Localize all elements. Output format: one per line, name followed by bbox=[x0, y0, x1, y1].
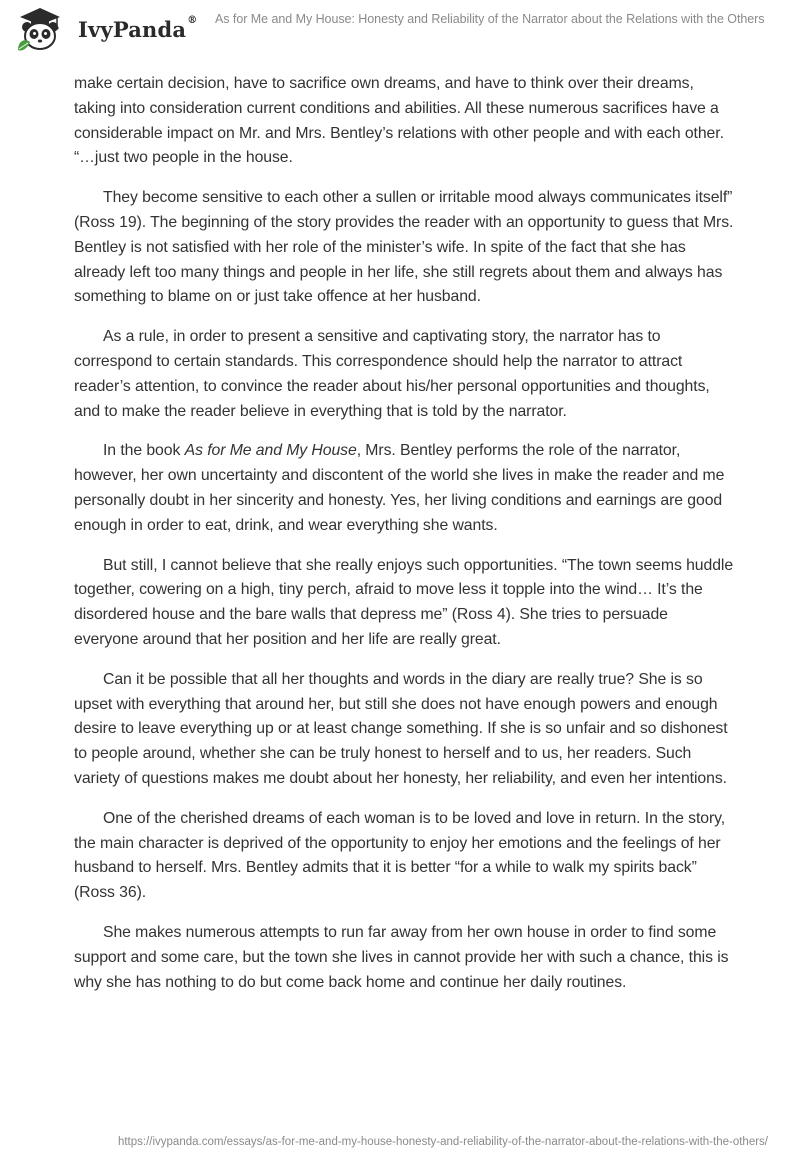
paragraph-4-lead: In the book bbox=[103, 442, 185, 460]
paragraph-8: She makes numerous attempts to run far away from her own house in order to find some support and some care, but the town she lives in cannot provide her with such a chance, this is why she has nothing to do but come back home and continue her daily routines. bbox=[74, 923, 729, 991]
brand-text: IvyPanda bbox=[78, 17, 187, 42]
paragraph-4-rest: , Mrs. Bentley performs the role of the narrator, however, her own uncertainty and discontent of the world she lives in make the reader and me personally doubt in her sincerity and honesty. Yes, her living conditions and earnings are good enough in order to eat, drink, and wear everything she wants. bbox=[74, 442, 725, 534]
registered-mark: ® bbox=[187, 15, 198, 26]
paragraph-2: They become sensitive to each other a sullen or irritable mood always communicates itself” (Ross 19). The beginning of the story provides the reader with an opportunity to guess that Mrs. Bentley is not satisfied with her role of the minister’s wife. In spite of the fact that she has already left too many things and people in her life, she still regrets about them and always has something to blame on or just take offence at her husband. bbox=[74, 189, 734, 306]
brand-name bbox=[78, 17, 197, 42]
paragraph-4 bbox=[74, 439, 736, 538]
paragraph-6: Can it be possible that all her thoughts and words in the diary are really true? She is so upset with everything that around her, but still she does not have enough powers and enough desire to leave everything up or at least change something. If she is so unfair and so dishonest to people around, whether she can be truly honest to herself and to us, her readers. Such variety of questions makes me doubt about her honesty, her reliability, and even her intentions. bbox=[74, 670, 728, 787]
book-title: As for Me and My House bbox=[184, 442, 357, 460]
paragraph-1: make certain decision, have to sacrifice own dreams, and have to think over their dreams, taking into consideration current conditions and abilities. All these numerous sacrifices have a considerable impact on Mr. and Mrs. Bentley’s relations with other people and with each other. “…just two people in the house. bbox=[74, 75, 724, 167]
page-header bbox=[0, 0, 800, 62]
ivypanda-logo[interactable] bbox=[16, 6, 198, 56]
document-title: As for Me and My House: Honesty and Reliability of the Narrator about the Relations with the Others bbox=[215, 12, 765, 26]
essay-body bbox=[74, 72, 736, 1010]
paragraph-7: One of the cherished dreams of each woman is to be loved and love in return. In the story, the main character is deprived of the opportunity to enjoy her emotions and the feelings of her husband to herself. Mrs. Bentley admits that it is better “for a while to walk my spirits back” (Ross 36). bbox=[74, 809, 726, 902]
panda-graduate-logo-icon bbox=[16, 6, 64, 54]
source-url[interactable]: https://ivypanda.com/essays/as-for-me-and-my-house-honesty-and-reliability-of-the-narrator-about-the-relations-with-the-others/ bbox=[117, 1136, 768, 1148]
paragraph-5: But still, I cannot believe that she really enjoys such opportunities. “The town seems huddle together, cowering on a high, tiny perch, afraid to move less it topple into the wind… It’s the disordered house and the bare walls that depress me” (Ross 4). She tries to persuade everyone around that her position and her life are really great. bbox=[74, 556, 734, 648]
paragraph-3: As a rule, in order to present a sensitive and captivating story, the narrator has to correspond to certain standards. This correspondence should help the narrator to attract reader’s attention, to convince the reader about his/her personal opportunities and thoughts, and to make the reader believe in everything that is told by the narrator. bbox=[74, 328, 710, 420]
